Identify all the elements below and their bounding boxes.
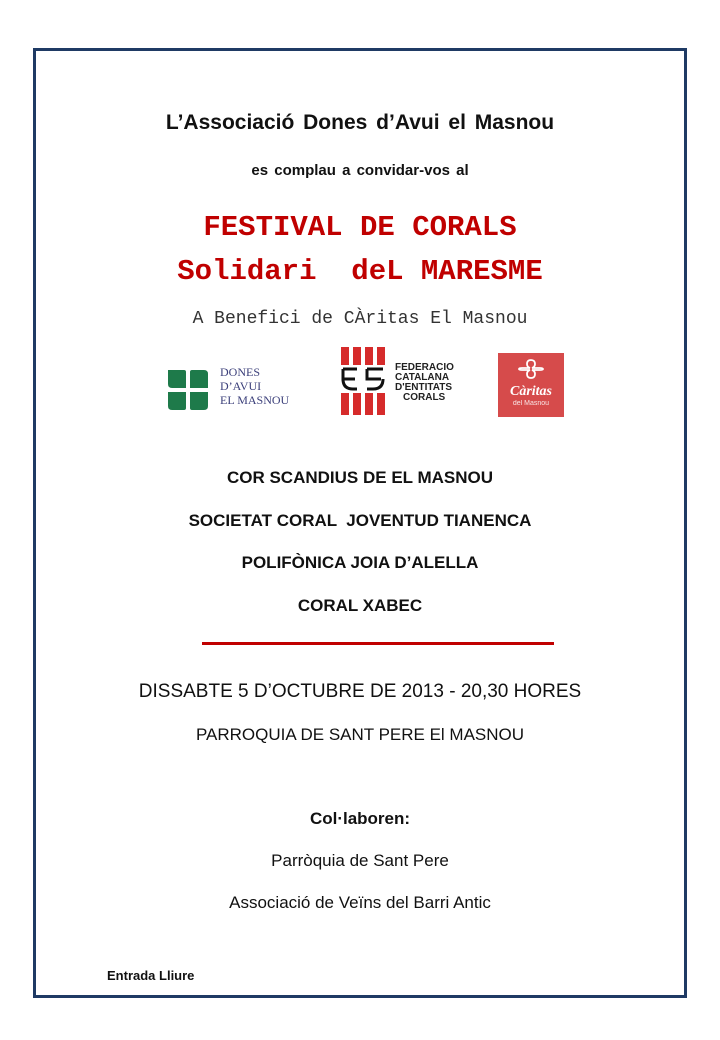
- event-venue: PARROQUIA DE SANT PERE El MASNOU: [195, 725, 525, 744]
- event-date: DISSABTE 5 D’OCTUBRE DE 2013 - 20,30 HORES: [138, 681, 582, 702]
- choir-item: POLIFÒNICA JOIA D’ALELLA: [241, 553, 479, 572]
- fcec-logo: [339, 347, 489, 417]
- dones-logo-line2: D’AVUI: [220, 379, 262, 393]
- organizer-heading: L’Associació Dones d’Avui el Masnou: [165, 111, 555, 134]
- dones-avui-logo: [166, 365, 306, 415]
- fcec-logo-line3: D'ENTITATS: [395, 382, 453, 393]
- festival-title-line1: FESTIVAL DE CORALS: [203, 211, 517, 244]
- fcec-logo-line2: CATALANA: [395, 372, 450, 383]
- caritas-logo: [498, 353, 564, 417]
- collaborator-item: Parròquia de Sant Pere: [271, 851, 449, 870]
- red-divider: [202, 642, 554, 645]
- choir-item: SOCIETAT CORAL JOVENTUD TIANENCA: [188, 511, 532, 530]
- fcec-logo-line1: FEDERACIO: [395, 362, 454, 373]
- caritas-logo-name: Càritas: [509, 384, 552, 399]
- caritas-logo-sub: del Masnou: [512, 400, 550, 407]
- fcec-logo-line4: CORALS: [403, 392, 446, 403]
- caritas-cross-icon: [518, 358, 544, 380]
- dones-logo-line3: EL MASNOU: [220, 393, 290, 407]
- dones-logo-line1: DONES: [220, 365, 261, 379]
- benefit-text: A Benefici de CÀritas El Masnou: [192, 309, 528, 329]
- entry-note: Entrada Lliure: [107, 968, 195, 983]
- poster-frame: [33, 48, 687, 998]
- choir-item: CORAL XABEC: [297, 596, 423, 615]
- leaf-cluster-icon: [166, 368, 210, 412]
- invitation-text: es complau a convidar-vos al: [251, 162, 469, 179]
- fcec-emblem-icon: [339, 347, 391, 417]
- festival-title-line2: Solidari deL MARESME: [177, 255, 543, 288]
- collaborators-heading: Col·laboren:: [309, 809, 411, 828]
- choir-item: COR SCANDIUS DE EL MASNOU: [226, 468, 494, 487]
- collaborator-item: Associació de Veïns del Barri Antic: [229, 893, 491, 912]
